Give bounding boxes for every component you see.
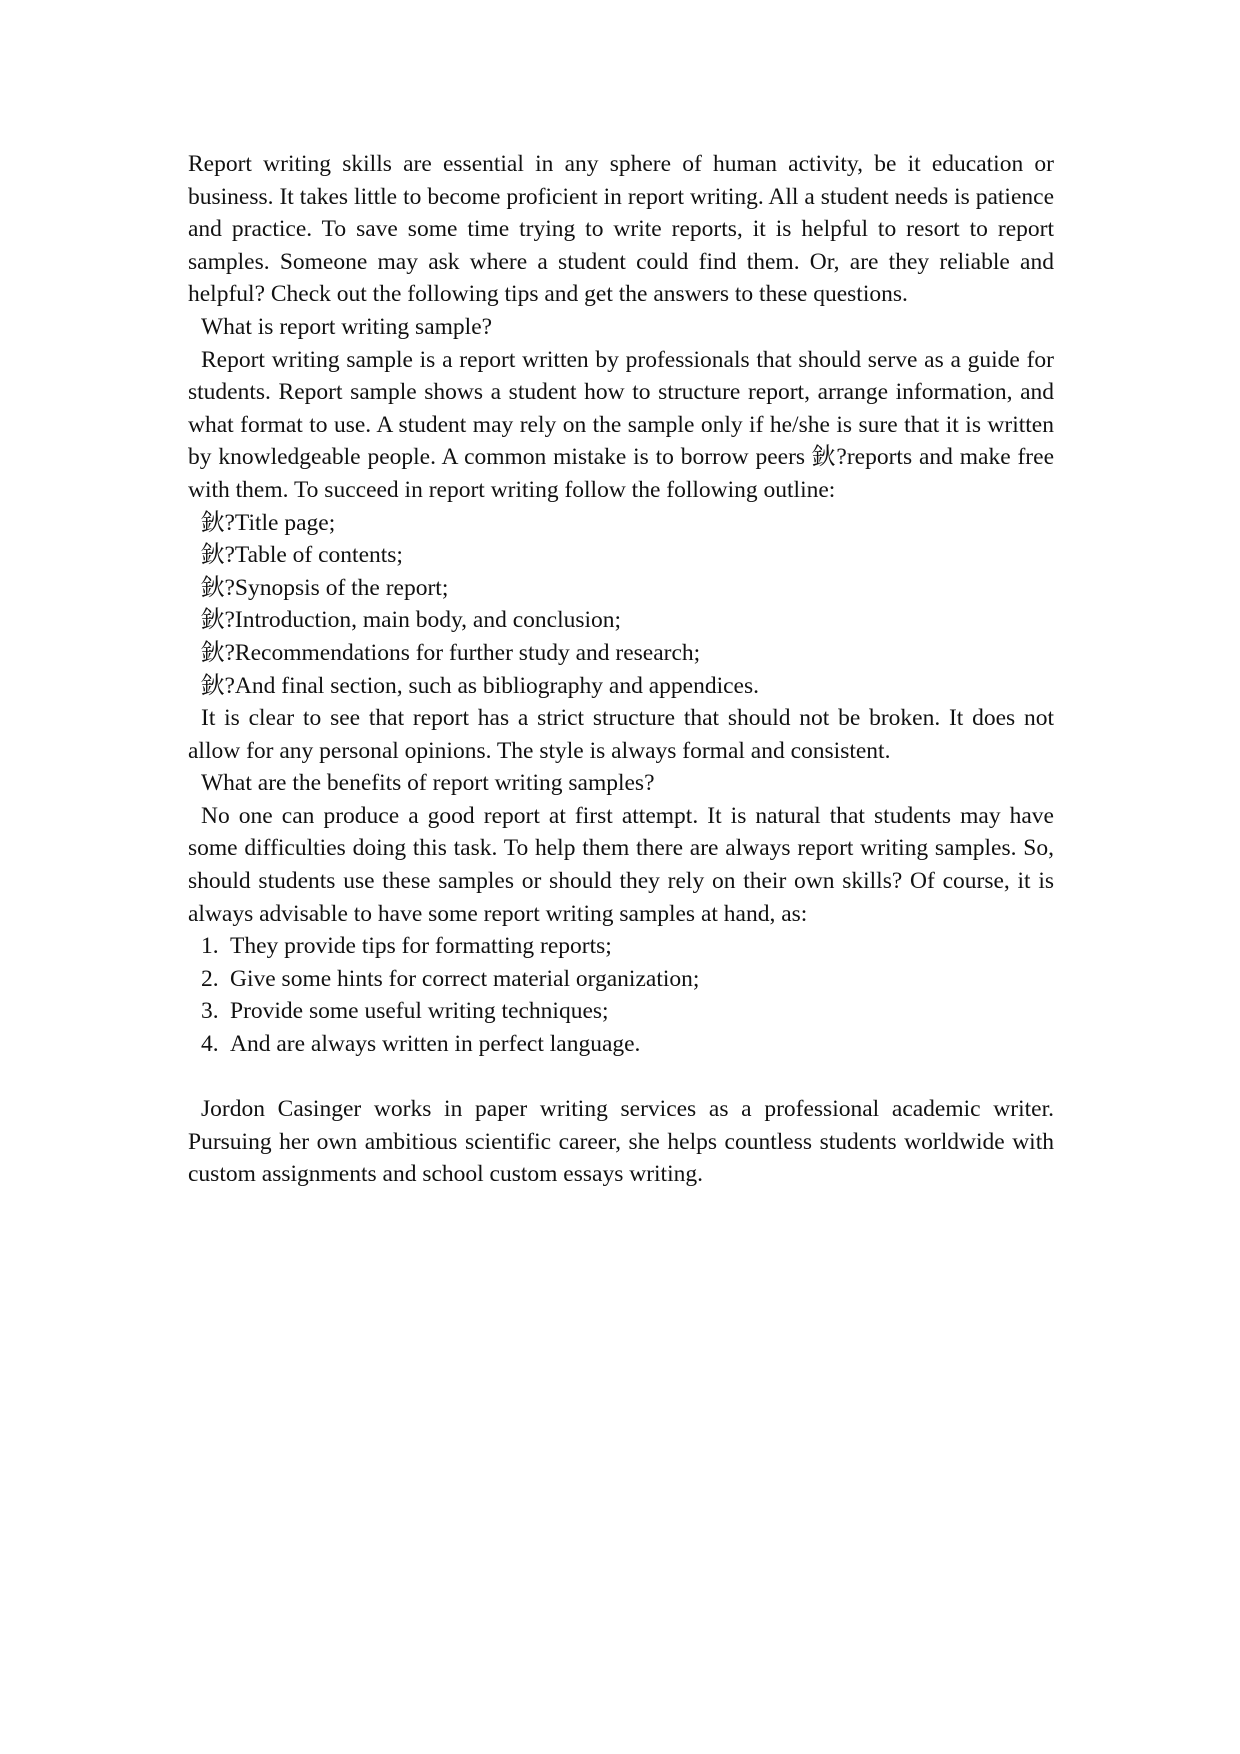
benefit-number: 1.	[201, 933, 219, 960]
author-bio-paragraph: Jordon Casinger works in paper writing services as a professional academic writer. Pursuing her own ambitious scientific career, she helps countless students worldwide with custom assignments and school custom essays writing.	[188, 1096, 1054, 1188]
benefit-text: They provide tips for formatting reports;	[230, 933, 612, 960]
benefits-intro-paragraph: No one can produce a good report at first attempt. It is natural that students may have some difficulties doing this task. To help them there are always report writing samples. So, should students use these samples or should they rely on their own skills? Of course, it is always advisable to have some report writing samples at hand, as:	[188, 802, 1054, 927]
report-outline-list	[188, 507, 1054, 703]
intro-paragraph: Report writing skills are essential in any sphere of human activity, be it education or business. It takes little to become proficient in report writing. All a student needs is patience and practice. To save some time trying to write reports, it is helpful to resort to report samples. Someone may ask where a student could find them. Or, are they reliable and helpful? Check out the following tips and get the answers to these questions.	[188, 151, 1054, 308]
benefit-item	[188, 963, 1054, 996]
benefit-text: And are always written in perfect language.	[230, 1031, 641, 1058]
paragraph-spacer	[188, 1061, 1054, 1094]
outline-item-recommendations: 鈥?Recommendations for further study and research;	[201, 639, 701, 666]
benefit-number: 3.	[201, 998, 219, 1025]
benefit-text: Provide some useful writing techniques;	[230, 998, 609, 1025]
section-heading-benefits: What are the benefits of report writing samples?	[201, 770, 655, 797]
document-page	[188, 148, 1054, 1191]
benefit-text: Give some hints for correct material organization;	[230, 965, 700, 992]
benefits-list	[188, 930, 1054, 1060]
benefit-number: 4.	[201, 1031, 219, 1058]
outline-item-synopsis: 鈥?Synopsis of the report;	[201, 574, 449, 601]
outline-item-title-page: 鈥?Title page;	[201, 509, 336, 536]
benefit-item	[188, 930, 1054, 963]
benefit-item	[188, 995, 1054, 1028]
outline-item-table-of-contents: 鈥?Table of contents;	[201, 542, 403, 569]
benefit-item	[188, 1028, 1054, 1061]
structure-paragraph: It is clear to see that report has a strict structure that should not be broken. It does not allow for any personal opinions. The style is always formal and consistent.	[188, 705, 1054, 764]
outline-item-final-section: 鈥?And final section, such as bibliography and appendices.	[201, 672, 759, 699]
outline-item-main-body: 鈥?Introduction, main body, and conclusion;	[201, 607, 622, 634]
section-heading-sample: What is report writing sample?	[201, 313, 493, 340]
benefit-number: 2.	[201, 965, 219, 992]
sample-definition-paragraph: Report writing sample is a report written by professionals that should serve as a guide for students. Report sample shows a student how to structure report, arrange information, and what format to use. A student may rely on the sample only if he/she is sure that it is written by knowledgeable people. A common mistake is to borrow peers 鈥?reports and make free with them. To succeed in report writing follow the following outline:	[188, 346, 1054, 503]
